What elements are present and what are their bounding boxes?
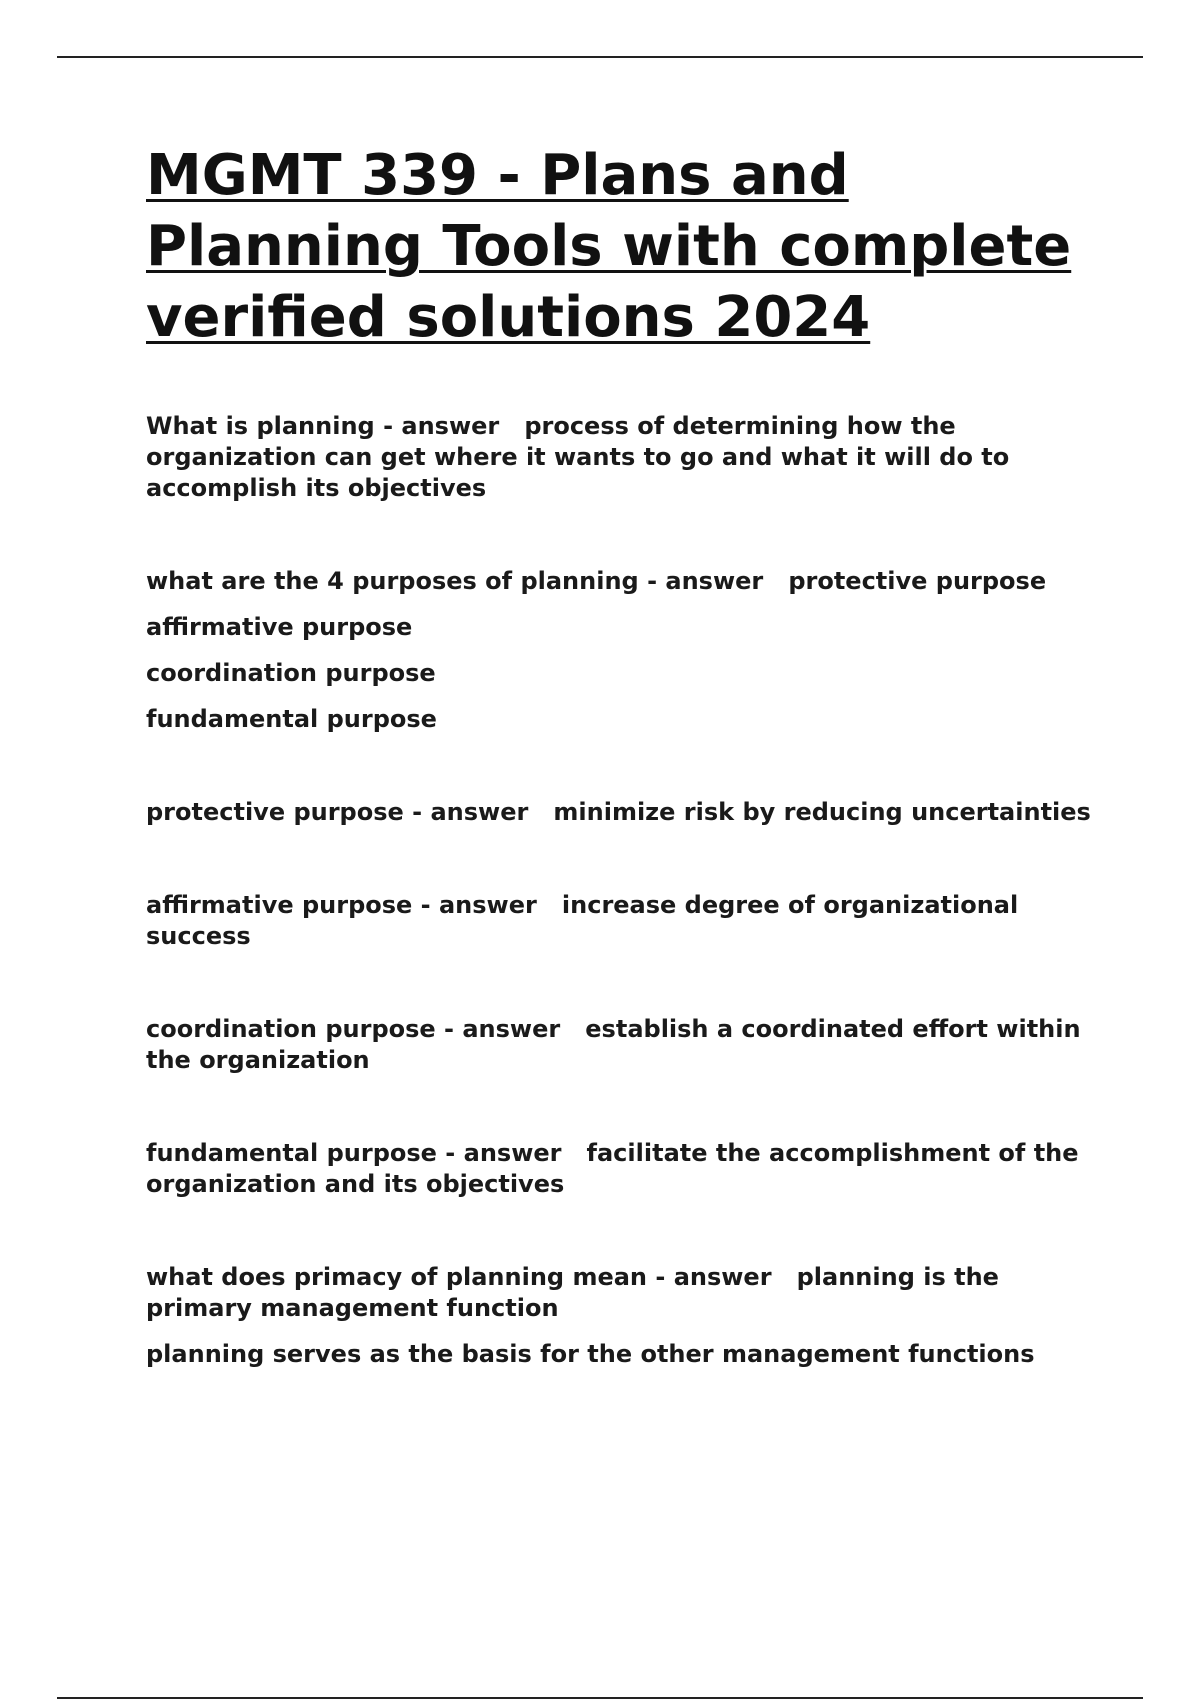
qa-answer-continuation: coordination purpose (146, 659, 436, 687)
qa-line (146, 1014, 1096, 1076)
bottom-rule (57, 1697, 1143, 1699)
qa-question: coordination purpose (146, 1015, 436, 1043)
qa-item (146, 1138, 1096, 1200)
qa-answer-continuation: affirmative purpose (146, 613, 413, 641)
qa-answer: minimize risk by reducing uncertainties (553, 798, 1091, 826)
top-rule (57, 56, 1143, 58)
qa-question: What is planning (146, 412, 375, 440)
qa-separator: - answer (638, 567, 789, 595)
qa-line (146, 1262, 1096, 1324)
qa-question: affirmative purpose (146, 891, 413, 919)
qa-answer: protective purpose (788, 567, 1047, 595)
qa-question: what are the 4 purposes of planning (146, 567, 639, 595)
qa-answer: planning is the primary management function (146, 1263, 999, 1322)
qa-item (146, 1262, 1096, 1370)
qa-question: what does primacy of planning mean (146, 1263, 648, 1291)
qa-line (146, 1138, 1096, 1200)
qa-separator: - answer (435, 1015, 586, 1043)
qa-answer: establish a coordinated effort within the organization (146, 1015, 1081, 1074)
qa-line (146, 797, 1096, 828)
document-body (146, 140, 1096, 1370)
qa-answer: increase degree of organizational success (146, 891, 1019, 950)
qa-line (146, 566, 1096, 597)
qa-answer: facilitate the accomplishment of the organization and its objectives (146, 1139, 1079, 1198)
qa-separator: - answer (436, 1139, 587, 1167)
qa-answer: process of determining how the organization can get where it wants to go and what it will do to accomplish its objectives (146, 412, 1010, 502)
qa-line (146, 890, 1096, 952)
qa-separator: - answer (374, 412, 525, 440)
qa-separator: - answer (403, 798, 554, 826)
qa-item (146, 890, 1096, 952)
qa-question: fundamental purpose (146, 1139, 437, 1167)
document-title: MGMT 339 - Plans and Planning Tools with complete verified solutions 2024 (146, 143, 1072, 350)
qa-list (146, 411, 1096, 1370)
qa-answer-continuation: fundamental purpose (146, 705, 437, 733)
qa-item (146, 797, 1096, 828)
qa-answer-continuation: planning serves as the basis for the other management functions (146, 1340, 1035, 1368)
qa-item (146, 1014, 1096, 1076)
qa-line (146, 411, 1096, 504)
qa-separator: - answer (412, 891, 562, 919)
qa-item (146, 566, 1096, 735)
qa-separator: - answer (647, 1263, 797, 1291)
qa-item (146, 411, 1096, 504)
qa-question: protective purpose (146, 798, 404, 826)
